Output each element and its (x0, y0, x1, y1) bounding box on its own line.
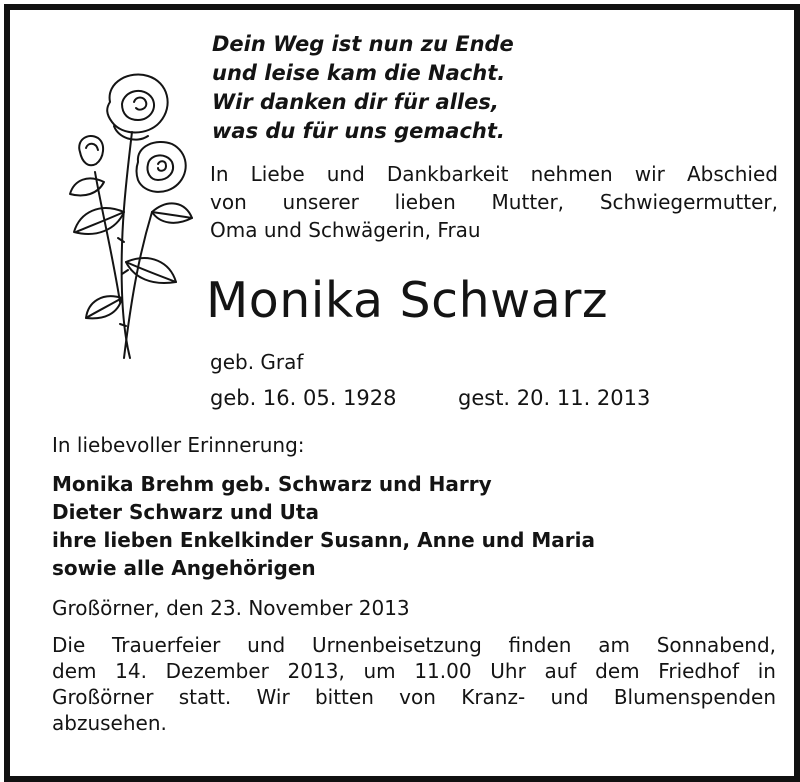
maiden-name: geb. Graf (210, 350, 304, 374)
notice-line: Die Trauerfeier und Urnenbeisetzung finden am Sonnabend, (52, 633, 776, 657)
place-date: Großörner, den 23. November 2013 (52, 596, 410, 620)
mourner-line: sowie alle Angehörigen (52, 556, 316, 580)
notice-line: dem 14. Dezember 2013, um 11.00 Uhr auf dem Friedhof in (52, 659, 776, 683)
intro-line: von unserer lieben Mutter, Schwiegermutter, (210, 190, 778, 214)
notice-line: abzusehen. (52, 711, 167, 735)
poem (212, 30, 514, 146)
mourners-list (52, 470, 595, 582)
poem-line: Wir danken dir für alles, (212, 90, 499, 114)
poem-line: was du für uns gemacht. (212, 119, 505, 143)
mourner-line: Monika Brehm geb. Schwarz und Harry (52, 472, 492, 496)
intro-text (210, 160, 778, 244)
birth-date: geb. 16. 05. 1928 (210, 386, 397, 410)
intro-line: Oma und Schwägerin, Frau (210, 218, 481, 242)
poem-line: Dein Weg ist nun zu Ende (212, 32, 514, 56)
mourner-line: Dieter Schwarz und Uta (52, 500, 319, 524)
intro-line: In Liebe und Dankbarkeit nehmen wir Abschied (210, 162, 778, 186)
death-date: gest. 20. 11. 2013 (458, 386, 651, 410)
deceased-name: Monika Schwarz (206, 272, 609, 329)
funeral-notice (52, 632, 776, 736)
mourner-line: ihre lieben Enkelkinder Susann, Anne und Maria (52, 528, 595, 552)
rose-icon (40, 62, 200, 362)
notice-line: Großörner statt. Wir bitten von Kranz- und Blumenspenden (52, 685, 776, 709)
poem-line: und leise kam die Nacht. (212, 61, 506, 85)
memory-heading: In liebevoller Erinnerung: (52, 433, 305, 457)
